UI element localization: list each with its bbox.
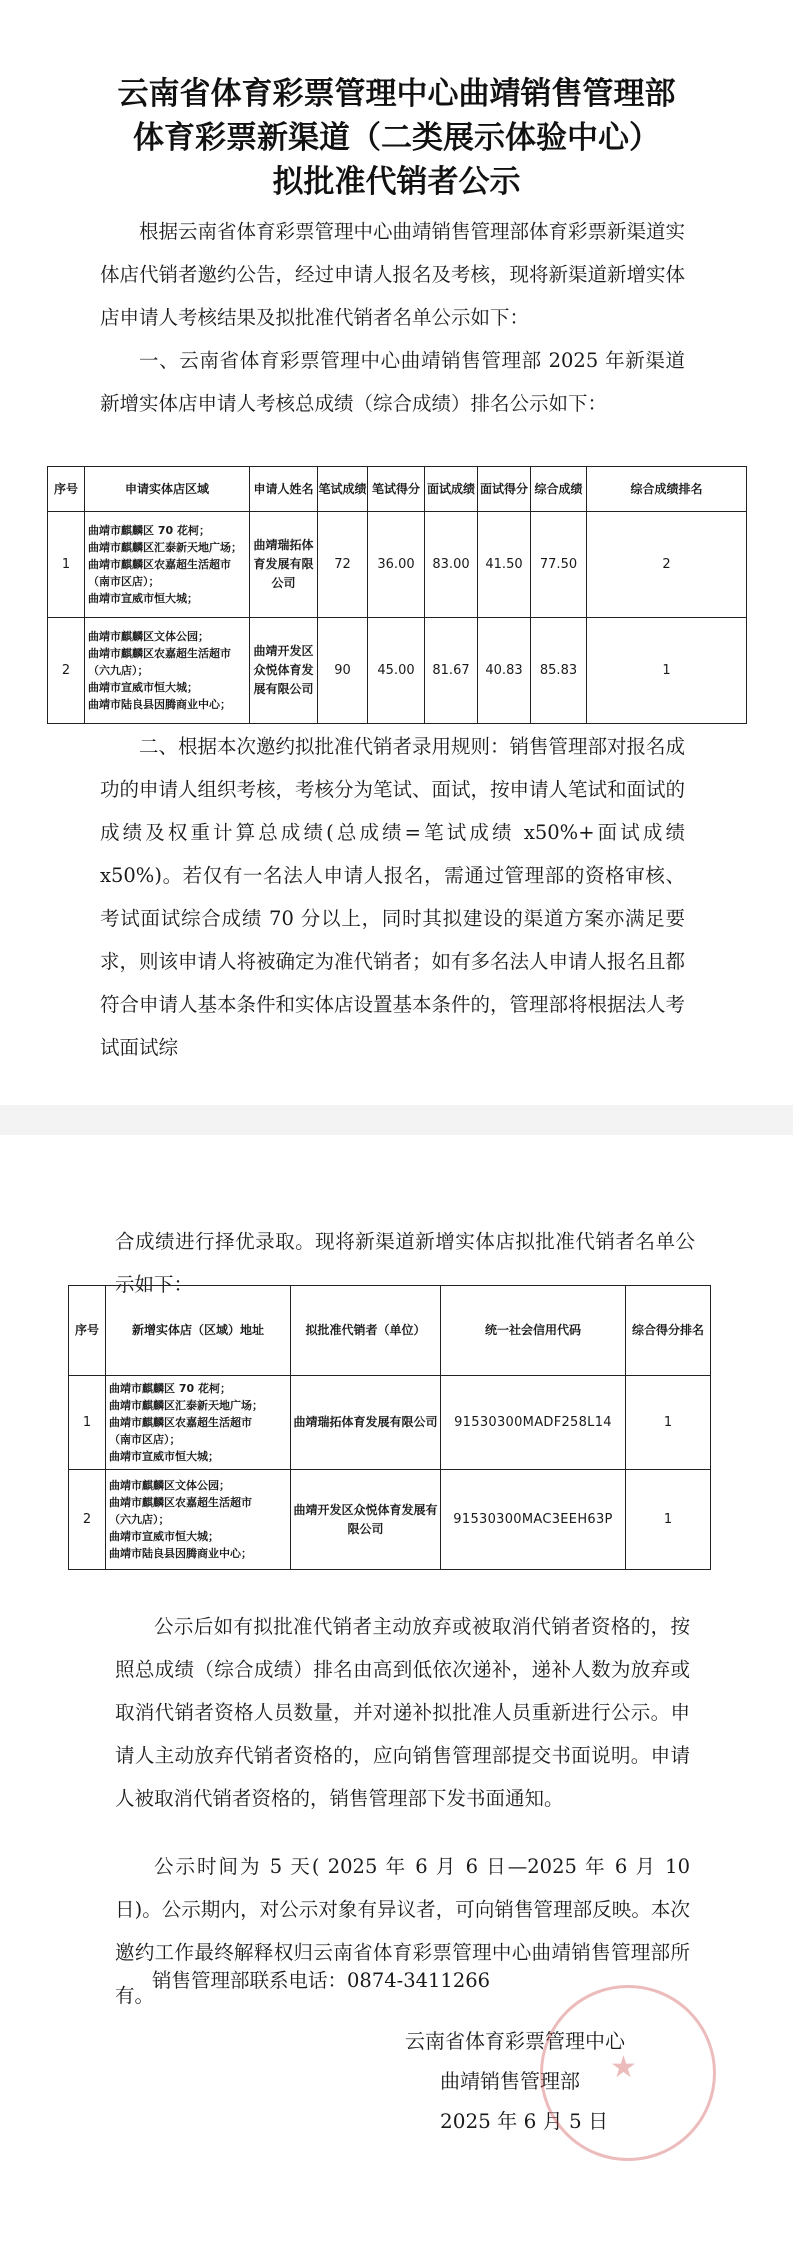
section-2-paragraph: 二、根据本次邀约拟批准代销者录用规则：销售管理部对报名成功的申请人组织考核，考核分为笔试、面试，按申请人笔试和面试的成绩及权重计算总成绩(总成绩=笔试成绩 x50%+面试成绩 x50%)。若仅有一名法人申请人报名，需通过管理部的资格审核、考试面试综合成绩 70 分以上，同时其拟建设的渠道方案亦满足要求，则该申请人将被确定为准代销者；如有多名法人申请人报名且都符合申请人基本条件和实体店设置基本条件的，管理部将根据法人考试面试综 bbox=[100, 735, 686, 1059]
seal-star-icon: ★ bbox=[610, 2050, 637, 2085]
address-line: 曲靖市麒麟区 70 花柯； bbox=[109, 1382, 231, 1395]
section-2-continuation: 合成绩进行择优录取。现将新渠道新增实体店拟批准代销者名单公示如下： bbox=[115, 1230, 695, 1296]
header-written-score: 笔试得分 bbox=[368, 467, 425, 512]
address-line: 曲靖市宣威市恒大城； bbox=[88, 592, 198, 605]
row-address bbox=[85, 512, 250, 618]
row-applicant: 曲靖瑞拓体育发展有限公司 bbox=[250, 512, 318, 618]
contact-phone: 销售管理部联系电话：0874-3411266 bbox=[152, 1969, 491, 1992]
row-written: 72 bbox=[318, 512, 368, 618]
header-vendor: 拟批准代销者（单位） bbox=[291, 1286, 441, 1376]
title-line-1: 云南省体育彩票管理中心曲靖销售管理部 bbox=[117, 76, 676, 112]
row-total: 85.83 bbox=[531, 618, 587, 724]
header-address: 新增实体店（区域）地址 bbox=[106, 1286, 291, 1376]
table-row bbox=[69, 1470, 711, 1570]
address-line: 曲靖市麒麟区文体公园； bbox=[109, 1479, 230, 1492]
header-applicant: 申请人姓名 bbox=[250, 467, 318, 512]
approved-table bbox=[68, 1285, 711, 1570]
address-line: （六九店）； bbox=[88, 664, 149, 677]
section-1-heading: 一、云南省体育彩票管理中心曲靖销售管理部 2025 年新渠道新增实体店申请人考核总成绩（综合成绩）排名公示如下： bbox=[100, 349, 685, 415]
row-rank: 1 bbox=[626, 1470, 711, 1570]
row-no: 2 bbox=[48, 618, 85, 724]
row-no: 1 bbox=[48, 512, 85, 618]
row-written-score: 45.00 bbox=[368, 618, 425, 724]
title-line-3: 拟批准代销者公示 bbox=[272, 164, 521, 200]
row-credit-code: 91530300MADF258L14 bbox=[441, 1376, 626, 1470]
row-credit-code: 91530300MAC3EEH63P bbox=[441, 1470, 626, 1570]
table-row bbox=[48, 618, 747, 724]
address-line: 曲靖市麒麟区农嘉超生活超市 bbox=[88, 558, 231, 571]
table-row bbox=[69, 1376, 711, 1470]
row-total: 77.50 bbox=[531, 512, 587, 618]
address-line: 曲靖市麒麟区 70 花柯； bbox=[88, 524, 210, 537]
row-written-score: 36.00 bbox=[368, 512, 425, 618]
row-address bbox=[85, 618, 250, 724]
address-line: （南市区店）； bbox=[109, 1433, 181, 1446]
header-written: 笔试成绩 bbox=[318, 467, 368, 512]
publicity-paragraph: 公示时间为 5 天( 2025 年 6 月 6 日—2025 年 6 月 10 日)。公示期内，对公示对象有异议者，可向销售管理部反映。本次邀约工作最终解释权归云南省体育彩票管理中心曲靖销售管理部所有。 bbox=[115, 1855, 690, 2007]
row-rank: 2 bbox=[587, 512, 747, 618]
address-line: 曲靖市麒麟区农嘉超生活超市 bbox=[109, 1416, 252, 1429]
address-line: 曲靖市麒麟区农嘉超生活超市 bbox=[109, 1496, 252, 1509]
signature-org-2: 曲靖销售管理部 bbox=[440, 2069, 580, 2093]
row-rank: 1 bbox=[626, 1376, 711, 1470]
signature-date: 2025 年 6 月 5 日 bbox=[440, 2109, 609, 2133]
address-line: （六九店）； bbox=[109, 1513, 170, 1526]
table-row bbox=[48, 512, 747, 618]
address-line: 曲靖市陆良县因腾商业中心； bbox=[109, 1547, 252, 1560]
signature-org-1: 云南省体育彩票管理中心 bbox=[405, 2029, 625, 2053]
row-no: 2 bbox=[69, 1470, 106, 1570]
header-total: 综合成绩 bbox=[531, 467, 587, 512]
row-no: 1 bbox=[69, 1376, 106, 1470]
address-line: 曲靖市陆良县因腾商业中心； bbox=[88, 698, 231, 711]
header-area: 申请实体店区域 bbox=[85, 467, 250, 512]
row-interview: 83.00 bbox=[425, 512, 478, 618]
row-vendor: 曲靖开发区众悦体育发展有限公司 bbox=[291, 1470, 441, 1570]
row-rank: 1 bbox=[587, 618, 747, 724]
intro-paragraph: 根据云南省体育彩票管理中心曲靖销售管理部体育彩票新渠道实体店代销者邀约公告，经过申请人报名及考核，现将新渠道新增实体店申请人考核结果及拟批准代销者名单公示如下： bbox=[100, 220, 686, 329]
row-applicant: 曲靖开发区众悦体育发展有限公司 bbox=[250, 618, 318, 724]
row-vendor: 曲靖瑞拓体育发展有限公司 bbox=[291, 1376, 441, 1470]
address-line: 曲靖市麒麟区农嘉超生活超市 bbox=[88, 647, 231, 660]
row-written: 90 bbox=[318, 618, 368, 724]
row-interview-score: 41.50 bbox=[478, 512, 531, 618]
supplement-paragraph: 公示后如有拟批准代销者主动放弃或被取消代销者资格的，按照总成绩（综合成绩）排名由高到低依次递补，递补人数为放弃或取消代销者资格人员数量，并对递补拟批准人员重新进行公示。申请人主动放弃代销者资格的，应向销售管理部提交书面说明。申请人被取消代销者资格的，销售管理部下发书面通知。 bbox=[115, 1615, 690, 1810]
header-rank: 综合得分排名 bbox=[626, 1286, 711, 1376]
address-line: 曲靖市麒麟区汇泰新天地广场； bbox=[109, 1399, 263, 1412]
header-no: 序号 bbox=[48, 467, 85, 512]
page-1 bbox=[0, 0, 793, 1105]
header-rank: 综合成绩排名 bbox=[587, 467, 747, 512]
ranking-table-header bbox=[48, 467, 747, 512]
page-gap bbox=[0, 1105, 793, 1135]
approved-table-header bbox=[69, 1286, 711, 1376]
address-line: 曲靖市宣威市恒大城； bbox=[109, 1450, 219, 1463]
page-2 bbox=[0, 1135, 793, 2244]
row-address bbox=[106, 1376, 291, 1470]
address-line: （南市区店）； bbox=[88, 575, 160, 588]
header-interview: 面试成绩 bbox=[425, 467, 478, 512]
title-line-2: 体育彩票新渠道（二类展示体验中心） bbox=[133, 120, 660, 156]
header-no: 序号 bbox=[69, 1286, 106, 1376]
ranking-table bbox=[47, 466, 747, 724]
header-interview-score: 面试得分 bbox=[478, 467, 531, 512]
row-interview-score: 40.83 bbox=[478, 618, 531, 724]
address-line: 曲靖市宣威市恒大城； bbox=[88, 681, 198, 694]
address-line: 曲靖市麒麟区汇泰新天地广场； bbox=[88, 541, 242, 554]
row-address bbox=[106, 1470, 291, 1570]
address-line: 曲靖市宣威市恒大城； bbox=[109, 1530, 219, 1543]
address-line: 曲靖市麒麟区文体公园； bbox=[88, 630, 209, 643]
header-credit-code: 统一社会信用代码 bbox=[441, 1286, 626, 1376]
row-interview: 81.67 bbox=[425, 618, 478, 724]
